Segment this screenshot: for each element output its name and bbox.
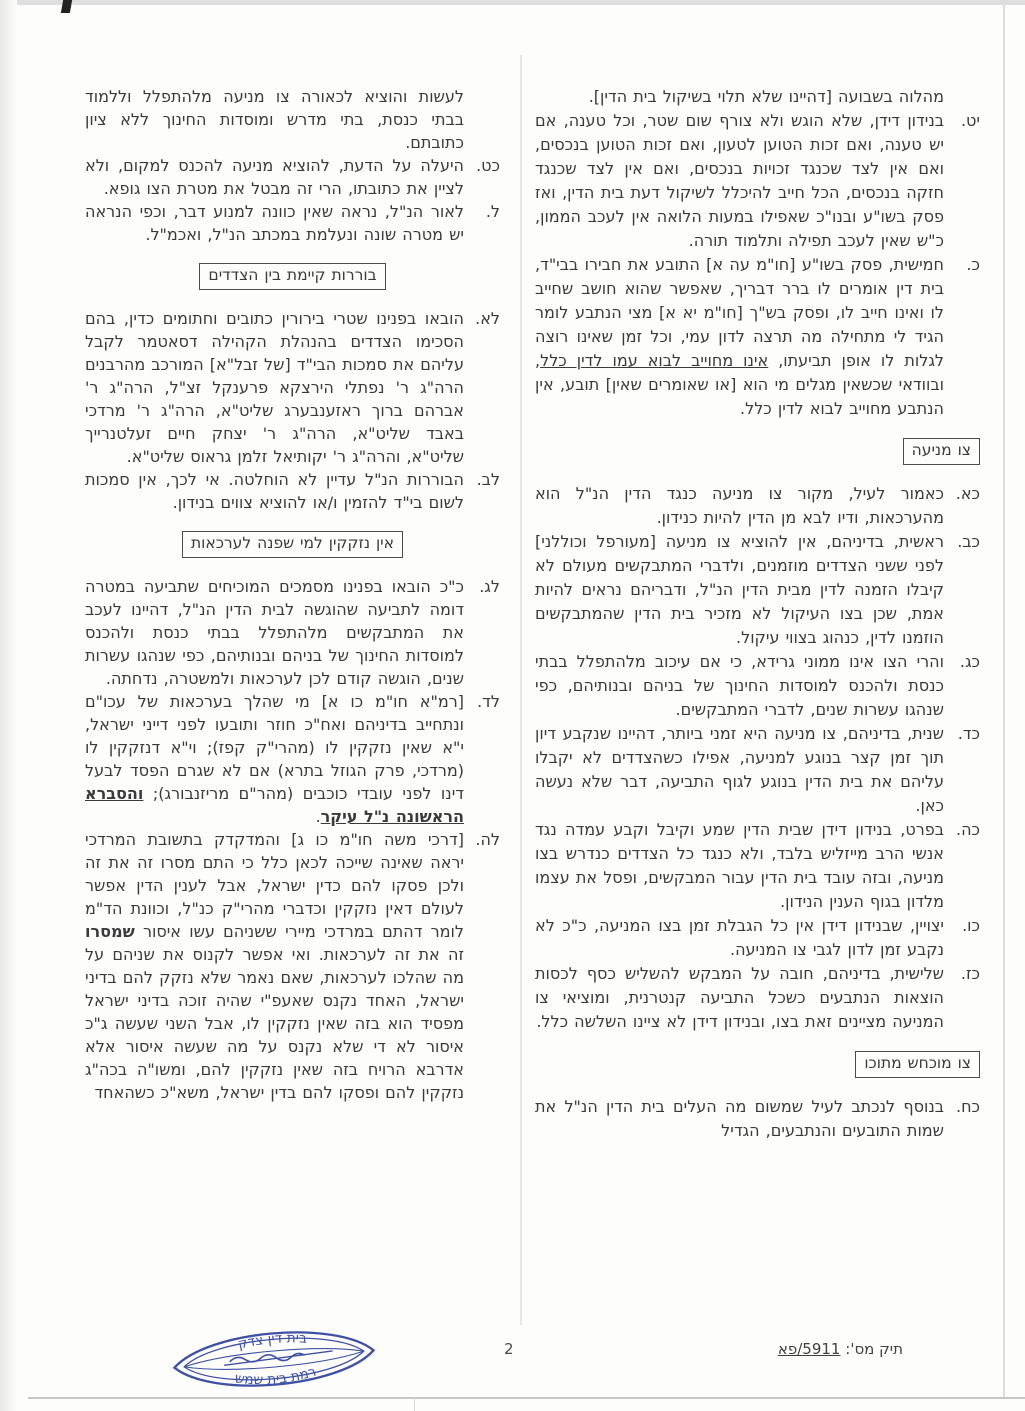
numbered-paragraph	[85, 200, 500, 246]
numbered-paragraph	[535, 914, 980, 962]
text-run: כ"כ הובאו בפנינו מסמכים המוכיחים שתביעה במטרה דומה לתביעה שהוגשה לבית הדין הנ"ל, דהיינו לעכב את המתבקשים מלהתפלל בבתי כנסת ולהכנס למוסדות החינוך של בניהם ובנותיהם, כפי שנהגו עשרות שנים, הוגשה קודם לכן לערכאות ולמשטרה, נדחתה.	[85, 577, 464, 688]
paragraph-number: כז.	[960, 964, 980, 983]
numbered-paragraph	[85, 575, 500, 690]
paragraph-number: כג.	[959, 652, 980, 671]
paragraph-number: יט.	[960, 111, 980, 130]
text-run: בנוסף לנכתב לעיל שמשום מה העלים בית הדין הנ"ל את שמות התובעים והנתבעים, הגדיל	[535, 1097, 944, 1140]
court-stamp-icon	[165, 1311, 383, 1407]
text-run: , ובוודאי שכשאין מגלים מי הוא [או שאומרים שאין] תובע, אין הנתבע מחוייב לבוא לדין כלל.	[535, 351, 944, 418]
paragraph-number: כה.	[956, 820, 980, 839]
numbered-paragraph	[535, 818, 980, 914]
section-heading: צו מוכחש מתוכו	[855, 1051, 980, 1078]
scan-bottom-tick	[414, 1398, 415, 1411]
paragraph-number: לה.	[475, 830, 500, 849]
numbered-paragraph	[85, 154, 500, 200]
text-run: חמישית, פסק בשו"ע [חו"מ עה א] התובע את חבירו בבי"ד, בית דין אומרים לו ברר דבריך, שאפשר שהוא חושב שחייב לו ואינו חייב לו, ופסק בש"ך [חו"מ יא א] מצי הנתבע לומר הגיד לי מתחילה מה תרצה לדון עמי, וכל זמן שאינו רוצה לגלות לו אופן תביעתו,	[535, 255, 945, 370]
case-number-value: 5911/פא	[777, 1340, 841, 1358]
text-run: זה את זה לערכאות. ואי אפשר לקנוס את שניהם על מה שהלכו לערכאות, שאם נאמר שלא נזקק להם בדיני ישראל, האחד נקנס שאעפ"י שהיה זוכה בדיני ישראל מפסיד הוא בזה שאין נזקקין לו, אבל השני שעשה ג"כ איסור לא די שלא נקנס על מה שעשה איסור אלא אדרבא הרויח בזה שאין נזקקין להם, ומשו"ה בכה"ג נזקקין להם ופסקו להם בדין ישראל, משא"כ כשהאחד	[85, 945, 464, 1102]
section-heading-row	[85, 531, 500, 558]
text-column-right	[535, 85, 980, 1143]
page-number: 2	[504, 1340, 514, 1358]
stamp-bottom-text: רמת בית שמש	[234, 1363, 319, 1389]
text-run: הבוררות הנ"ל עדיין לא הוחלטה. אי לכך, אין סמכות לשום בי"ד להזמין ו/או להוציא צווים בנידון.	[85, 470, 464, 512]
continuation-paragraph	[535, 85, 980, 109]
section-heading-row	[85, 263, 500, 290]
text-run: [דרכי משה חו"מ כו ג] והמדקדק בתשובת המרדכי יראה שאינה שייכה לכאן כלל כי התם מסרו זה את זה ולכן פסקו להם כדין ישראל, אבל לענין הדין אפשר לעולם דאין נזקקין וכדברי מהרי"ק כנ"ל, וכוונת הד"מ לומר דהתם במרדכי מיירי ששניהם עשו איסור	[85, 830, 464, 941]
scan-top-edge	[0, 0, 1025, 5]
numbered-paragraph	[535, 962, 980, 1034]
text-run: היעלה על הדעת, להוציא מניעה להכנס למקום, ולא לציין את כתובתו, הרי זה מבטל את מטרת הצו גופא.	[85, 156, 464, 198]
numbered-paragraph	[535, 1095, 980, 1143]
scan-bottom-edge-line	[28, 1397, 1025, 1399]
paragraph-number: כח.	[956, 1097, 980, 1116]
emphasized-text: שמסרו	[85, 922, 135, 941]
numbered-paragraph	[535, 650, 980, 722]
paragraph-number: כט.	[476, 156, 500, 175]
court-stamp	[165, 1311, 383, 1407]
text-run: מהלוה בשבועה [דהיינו שלא תלוי בשיקול בית הדין].	[588, 87, 944, 106]
numbered-paragraph	[535, 530, 980, 650]
text-run: .	[315, 807, 321, 826]
paragraph-number: לב.	[476, 470, 500, 489]
section-heading-row	[535, 438, 980, 465]
emphasized-text: והסברא הראשונה נ"ל עיקר	[85, 784, 464, 826]
numbered-paragraph	[85, 690, 500, 828]
text-run: שלישית, בדיניהם, חובה על המבקש להשליש כסף לכסות הוצאות הנתבעים כשכל התביעה קנטרנית, ומוציאי צו המניעה מציינים זאת בצו, ובנידון דידן לא ציינו השלשה כלל.	[535, 964, 944, 1031]
paragraph-number: כ.	[966, 255, 980, 274]
text-run: [רמ"א חו"מ כו א] מי שהלך בערכאות של עכו"ם ונתחייב בדיניהם ואח"כ חוזר ותובעו לפני דייני ישראל, י"א שאין נזקקין לו (מהרי"ק קפז); וי"א דנזקקין לו (מרדכי, פרק הגוזל בתרא) אם לא שגרם הפסד לבעל דינו לפני עובדי כוכבים (מהר"ם מריזנבורג);	[85, 692, 464, 803]
paragraph-number: כא.	[955, 484, 980, 503]
stamp-top-text: בית דין צדק	[236, 1330, 308, 1353]
text-run: ראשית, בדיניהם, אין להוציא צו מניעה [מעורפל וכוללני] לפני ששני הצדדים מוזמנים, ולדברי המתבקשים מעולם לא קיבלו הזמנה לדין מבית הדין הנ"ל, ודבריהם נראים להיות אמת, שכן בצו העיקול לא מזכיר בית הדין שהמתבקשים הוזמנו לדין, כנהוג בצווי עיקול.	[535, 532, 944, 647]
continuation-paragraph	[85, 85, 500, 154]
numbered-paragraph	[85, 468, 500, 514]
numbered-paragraph	[535, 109, 980, 253]
section-heading: צו מניעה	[903, 438, 980, 465]
scan-right-edge-line	[1003, 0, 1005, 1399]
paragraph-number: ל.	[485, 202, 500, 221]
case-number	[778, 1340, 903, 1358]
section-heading: אין נזקקין למי שפנה לערכאות	[182, 531, 403, 558]
scan-left-edge	[0, 0, 17, 1411]
paragraph-number: כו.	[962, 916, 980, 935]
scan-center-crease-line	[520, 55, 522, 1325]
section-heading-row	[535, 1051, 980, 1078]
paragraph-number: כב.	[957, 532, 980, 551]
text-column-left	[85, 85, 500, 1104]
numbered-paragraph	[535, 482, 980, 530]
text-run: כאמור לעיל, מקור צו מניעה כנגד הדין הנ"ל הוא מהערכאות, ודיו לבא מן הדין להיות כנידון.	[535, 484, 944, 527]
numbered-paragraph	[535, 253, 980, 421]
text-run: שנית, בדיניהם, צו מניעה היא זמני ביותר, דהיינו שנקבע דיון תוך זמן קצר בנוגע למניעה, אפילו כשהצדדים לא יקבלו עליהם את בית הדין בנוגע לגוף התביעה, דבר שלא נעשה כאן.	[535, 724, 944, 815]
text-run: לאור הנ"ל, נראה שאין כוונה למנוע דבר, וכפי הנראה יש מטרה שונה ונעלמת במכתב הנ"ל, ואכמ"ל.	[85, 202, 464, 244]
text-run: בנידון דידן, שלא הוגש ולא צורף שום שטר, וכל טענה, אם יש טענה, ואם זכות הטוען לטעון, ואם זכות הטוען בנכסים, ואם אין לצד שכנגד זכויות בנכסים, ואם אין לצד שכנגד חזקה בנכסים, הכל חייב להיכלל לשיקול דעת בית הדין, ואז פסק בשו"ע ובנו"כ שאפילו במעות הלואה אין לעכב הממון, כ"ש שאין לעכב תפילה ותלמוד תורה.	[535, 111, 944, 250]
section-heading: בוררות קיימת בין הצדדים	[199, 263, 385, 290]
text-run: בפרט, בנידון דידן שבית הדין שמע וקיבל וקבע עמדה נגד אנשי הרב מייזליש בלבד, ולא כנגד כל הצדדים כנדרש בצו מניעה, ובזה עובד בית הדין עבור המבקשים, ופסל את עצמו מלדון בגוף הענין הנידון.	[535, 820, 944, 911]
paragraph-number: לד.	[477, 692, 500, 711]
case-number-label: תיק מס':	[845, 1340, 903, 1358]
text-run: יצויין, שבנידון דידן אין כל הגבלת זמן בצו המניעה, כ"כ לא נקבע זמן לדון לגבי צו המניעה.	[535, 916, 944, 959]
emphasized-text: אינו מחוייב לבוא עמו לדין כלל	[540, 351, 769, 370]
text-run: הובאו בפנינו שטרי בירורין כתובים וחתומים כדין, בהם הסכימו הצדדים בהנהלת הקהילה דסאטמר לקבל עליהם את סמכות הבי"ד [של זבל"א] המורכב מהרבנים הרה"ג ר' נפתלי הירצקא פרענקל זצ"ל, הרה"ג ר' אברהם ברוך ראזענבערג שליט"א, הרה"ג ר' מרדכי באבד שליט"א, הרה"ג ר' יצחק חיים זעלטנרייך שליט"א, והרה"ג ר' יקותיאל זלמן גראוס שליט"א.	[84, 309, 464, 466]
paragraph-number: כד.	[957, 724, 980, 743]
numbered-paragraph	[85, 828, 500, 1104]
paragraph-number: לג.	[479, 577, 500, 596]
paragraph-number: לא.	[475, 309, 500, 328]
numbered-paragraph	[535, 722, 980, 818]
numbered-paragraph	[85, 307, 500, 468]
scan-corner-mark	[61, 0, 72, 13]
text-run: לעשות והוציא לכאורה צו מניעה מלהתפלל וללמוד בבתי כנסת, בתי מדרש ומוסדות החינוך ללא ציון כתובתם.	[85, 87, 464, 152]
text-run: והרי הצו אינו ממוני גרידא, כי אם עיכוב מלהתפלל בבתי כנסת ולהכנס למוסדות החינוך של בניהם ובנותיהם, כפי שנהגו עשרות שנים, לדברי המתבקשים.	[535, 652, 944, 719]
